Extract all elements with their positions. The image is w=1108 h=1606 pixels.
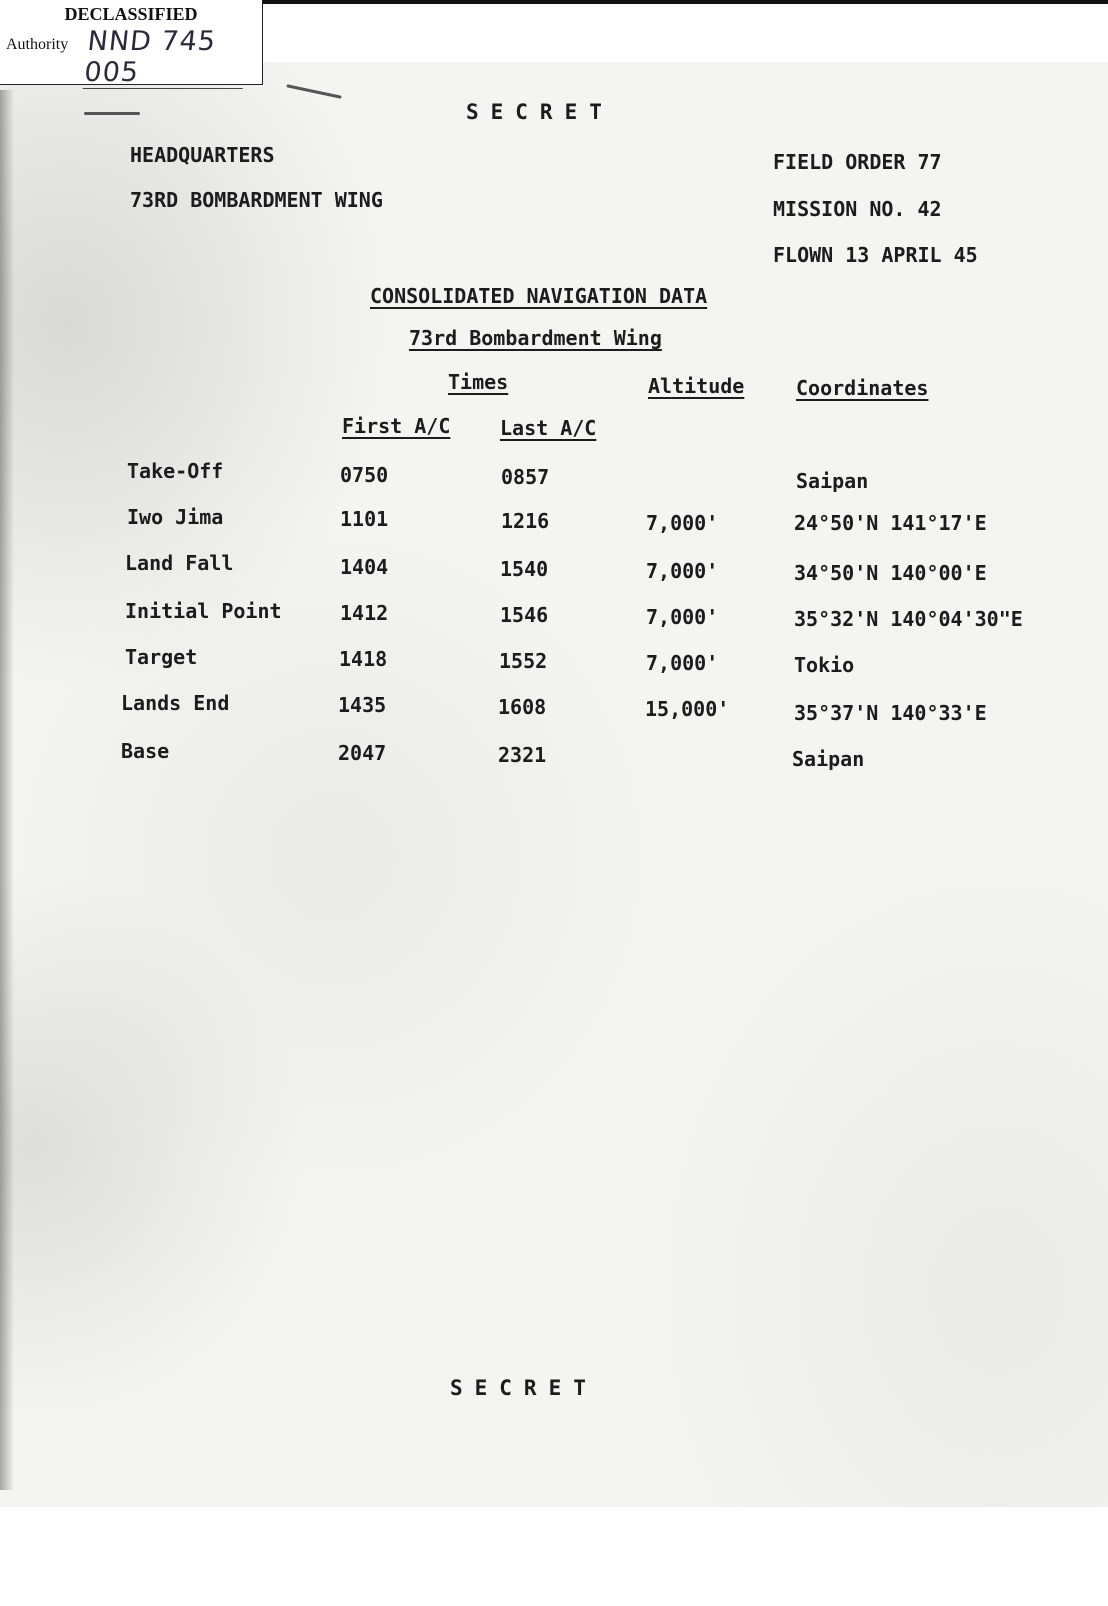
- row-coordinates: Saipan: [796, 469, 869, 493]
- row-label: Land Fall: [125, 551, 234, 575]
- row-first-ac: 1412: [340, 601, 389, 625]
- header-org-line1: HEADQUARTERS: [130, 143, 275, 167]
- row-last-ac: 1216: [501, 509, 550, 533]
- row-last-ac: 2321: [498, 743, 547, 767]
- document-subtitle: 73rd Bombardment Wing: [409, 326, 662, 350]
- document-title: CONSOLIDATED NAVIGATION DATA: [370, 284, 708, 308]
- field-order: FIELD ORDER 77: [773, 150, 942, 174]
- row-last-ac: 0857: [501, 465, 550, 489]
- header-times: Times: [448, 370, 509, 394]
- row-coordinates: 34°50'N 140°00'E: [794, 561, 987, 585]
- row-first-ac: 1418: [339, 647, 388, 671]
- header-first-ac: First A/C: [342, 414, 451, 438]
- stamp-authority-label: Authority: [6, 36, 69, 53]
- row-first-ac: 1404: [340, 555, 389, 579]
- row-label: Target: [125, 645, 198, 669]
- row-altitude: 15,000': [645, 697, 730, 721]
- row-last-ac: 1608: [498, 695, 547, 719]
- header-org-line2: 73RD BOMBARDMENT WING: [130, 188, 383, 212]
- row-first-ac: 1101: [340, 507, 389, 531]
- row-last-ac: 1552: [499, 649, 548, 673]
- row-label: Base: [121, 739, 170, 763]
- row-altitude: 7,000': [646, 559, 719, 583]
- document-page: [0, 62, 1108, 1507]
- row-first-ac: 0750: [340, 463, 389, 487]
- row-label: Iwo Jima: [127, 505, 224, 529]
- row-first-ac: 1435: [338, 693, 387, 717]
- header-last-ac: Last A/C: [500, 416, 597, 440]
- row-label: Initial Point: [125, 599, 282, 623]
- scan-shadow: [0, 90, 14, 1490]
- row-first-ac: 2047: [338, 741, 387, 765]
- row-coordinates: 24°50'N 141°17'E: [794, 511, 987, 535]
- classification-top: SECRET: [466, 100, 614, 124]
- row-coordinates: Tokio: [794, 653, 855, 677]
- row-coordinates: 35°32'N 140°04'30"E: [794, 607, 1023, 631]
- header-coordinates: Coordinates: [796, 376, 929, 400]
- staple-mark: [84, 112, 140, 115]
- declassified-stamp: [0, 0, 263, 88]
- row-altitude: 7,000': [646, 511, 719, 535]
- row-coordinates: 35°37'N 140°33'E: [794, 701, 987, 725]
- classification-bottom: SECRET: [450, 1376, 598, 1400]
- header-altitude: Altitude: [648, 374, 745, 398]
- row-last-ac: 1540: [500, 557, 549, 581]
- row-last-ac: 1546: [500, 603, 549, 627]
- row-coordinates: Saipan: [792, 747, 865, 771]
- row-altitude: 7,000': [646, 605, 719, 629]
- row-altitude: 7,000': [646, 651, 719, 675]
- stamp-authority-code: NND 745 005: [83, 26, 250, 89]
- stamp-title: DECLASSIFIED: [64, 4, 198, 24]
- row-label: Take-Off: [127, 459, 224, 483]
- mission-number: MISSION NO. 42: [773, 197, 942, 221]
- row-label: Lands End: [121, 691, 230, 715]
- flown-date: FLOWN 13 APRIL 45: [773, 243, 978, 267]
